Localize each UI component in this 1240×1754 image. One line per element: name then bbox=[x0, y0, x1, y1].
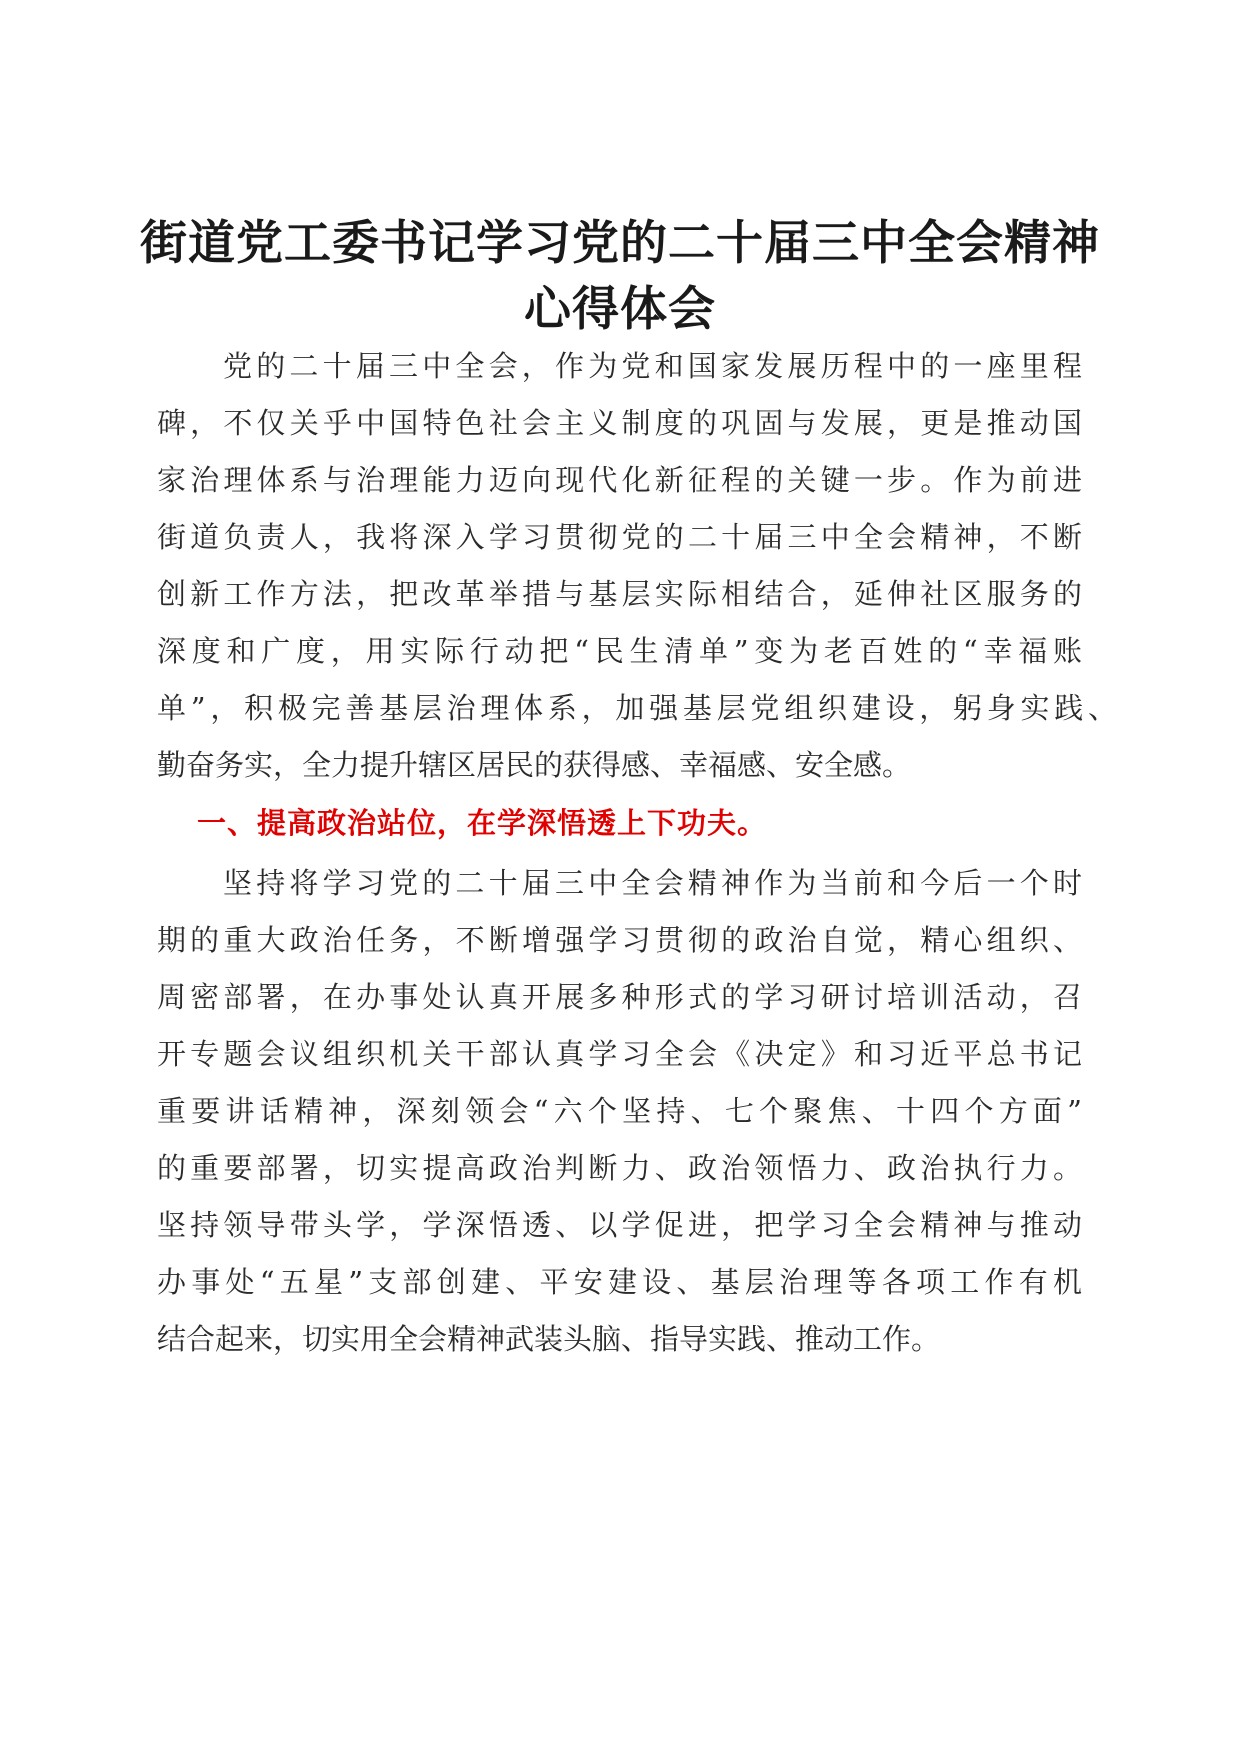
paragraph-2-line: 结合起来，切实用全会精神武装头脑、指导实践、推动工作。 bbox=[157, 1322, 941, 1356]
paragraph-1-line: 勤奋务实，全力提升辖区居民的获得感、幸福感、安全感。 bbox=[157, 748, 912, 782]
paragraph-1-line: 党的二十届三中全会，作为党和国家发展历程中的一座里程 bbox=[223, 349, 1082, 383]
paragraph-2-line: 开专题会议组织机关干部认真学习全会《决定》和习近平总书记 bbox=[157, 1037, 1082, 1071]
paragraph-2-line: 的重要部署，切实提高政治判断力、政治领悟力、政治执行力。 bbox=[157, 1151, 1082, 1185]
paragraph-1-line: 家治理体系与治理能力迈向现代化新征程的关键一步。作为前进 bbox=[157, 463, 1082, 497]
paragraph-2-line: 坚持将学习党的二十届三中全会精神作为当前和今后一个时 bbox=[223, 866, 1082, 900]
paragraph-1-line: 街道负责人，我将深入学习贯彻党的二十届三中全会精神，不断 bbox=[157, 520, 1082, 554]
document-title-line-1: 街道党工委书记学习党的二十届三中全会精神 bbox=[140, 216, 1100, 271]
paragraph-1-line: 深度和广度，用实际行动把“民生清单”变为老百姓的“幸福账 bbox=[157, 634, 1082, 668]
paragraph-1-line: 单”，积极完善基层治理体系，加强基层党组织建设，躬身实践、 bbox=[157, 691, 1117, 725]
paragraph-2-line: 周密部署，在办事处认真开展多种形式的学习研讨培训活动，召 bbox=[157, 980, 1082, 1014]
paragraph-1-line: 创新工作方法，把改革举措与基层实际相结合，延伸社区服务的 bbox=[157, 577, 1082, 611]
section-1-heading: 一、提高政治站位，在学深悟透上下功夫。 bbox=[197, 806, 768, 840]
paragraph-2-line: 坚持领导带头学，学深悟透、以学促进，把学习全会精神与推动 bbox=[157, 1208, 1082, 1242]
paragraph-2-line: 期的重大政治任务，不断增强学习贯彻的政治自觉，精心组织、 bbox=[157, 923, 1082, 957]
paragraph-1-line: 碑，不仅关乎中国特色社会主义制度的巩固与发展，更是推动国 bbox=[157, 406, 1082, 440]
paragraph-2-line: 重要讲话精神，深刻领会“六个坚持、七个聚焦、十四个方面” bbox=[157, 1094, 1082, 1128]
paragraph-2-line: 办事处“五星”支部创建、平安建设、基层治理等各项工作有机 bbox=[157, 1265, 1082, 1299]
document-title-line-2: 心得体会 bbox=[524, 282, 716, 337]
